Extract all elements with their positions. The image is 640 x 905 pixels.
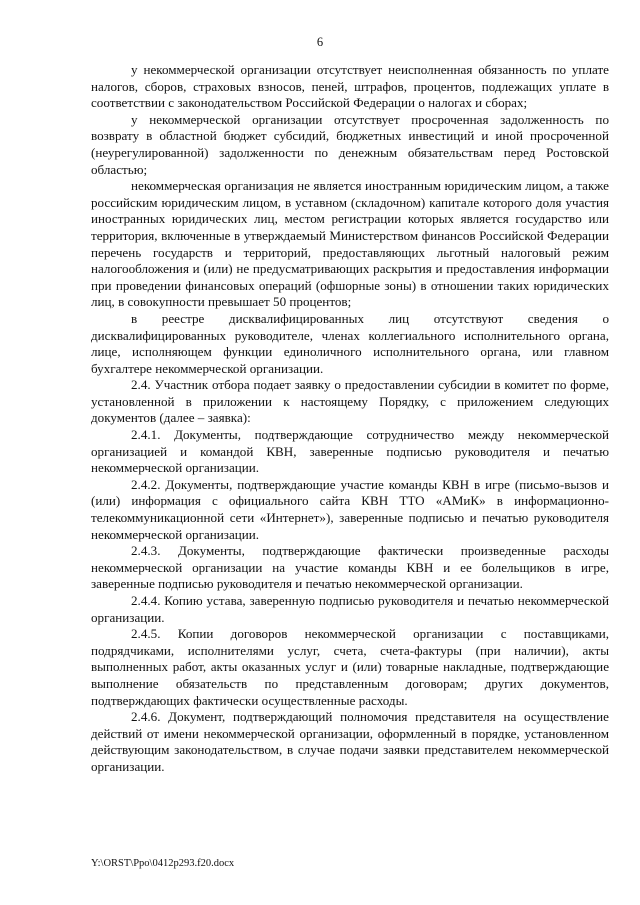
paragraph-2-4-6: 2.4.6. Документ, подтверждающий полномочия представителя на осуществление действий от имени некоммерческой организации, оформленный в порядке, установленном действующим законодательством, в случае подачи заявки представителем некоммерческой организации.: [91, 709, 609, 774]
paragraph-2-4: 2.4. Участник отбора подает заявку о предоставлении субсидии в комитет по форме, установленной в приложении к настоящему Порядку, с приложением следующих документов (далее – заявка):: [91, 377, 609, 426]
paragraph-2-4-3: 2.4.3. Документы, подтверждающие фактически произведенные расходы некоммерческой организации на участие команды КВН и ее болельщиков в игре, заверенные подписью руководителя и печатью некоммерческой организации.: [91, 543, 609, 592]
paragraph-2-4-4: 2.4.4. Копию устава, заверенную подписью руководителя и печатью некоммерческой организации.: [91, 593, 609, 625]
paragraph-2-4-1: 2.4.1. Документы, подтверждающие сотрудничество между некоммерческой организацией и командой КВН, заверенные подписью руководителя и печатью некоммерческой организации.: [91, 427, 609, 476]
page-number: 6: [316, 35, 324, 49]
file-path-footer: Y:\ORST\Ppo\0412p293.f20.docx: [91, 858, 235, 869]
paragraph-2-4-2: 2.4.2. Документы, подтверждающие участие команды КВН в игре (письмо-вызов и (или) информация с официального сайта КВН ТТО «АМиК» в информационно-телекоммуникационной сети «Интернет»), заверенные подписью и печатью руководителя некоммерческой организации.: [91, 476, 609, 542]
paragraph-disqualified-register: в реестре дисквалифицированных лиц отсутствуют сведения о дисквалифицированных руководителе, членах коллегиального исполнительного органа, лице, исполняющем функции единоличного исполнительного органа, или главном бухгалтере некоммерческой организации.: [91, 310, 609, 376]
paragraph-2-4-5: 2.4.5. Копии договоров некоммерческой организации с поставщиками, подрядчиками, исполнителями услуг, счета, счета-фактуры (при наличии), акты выполненных работ, акты оказанных услуг и (или) товарные накладные, подтверждающие выполнение обязательств по представленным договорам; других документов, подтверждающих фактически осуществленные расходы.: [91, 626, 609, 708]
paragraph-tax-obligations: у некоммерческой организации отсутствует неисполненная обязанность по уплате налогов, сборов, страховых взносов, пеней, штрафов, процентов, подлежащих уплате в соответствии с законодательством Российской Федерации о налогах и сборах;: [91, 62, 609, 111]
document-body: [91, 62, 609, 776]
paragraph-foreign-entity: некоммерческая организация не является иностранным юридическим лицом, а также российским юридическим лицом, в уставном (складочном) капитале которого доля участия иностранных юридических лиц, местом регистрации которых является государство или территория, включенные в утверждаемый Министерством финансов Российской Федерации перечень государств и территорий, предоставляющих льготный налоговый режим налогообложения и (или) не предусматривающих раскрытия и предоставления информации при проведении финансовых операций (офшорные зоны) в отношении таких юридических лиц, в совокупности превышает 50 процентов;: [91, 178, 609, 310]
paragraph-overdue-debt: у некоммерческой организации отсутствует просроченная задолженность по возврату в областной бюджет субсидий, бюджетных инвестиций и иной просроченной (неурегулированной) задолженности по денежным обязательствам перед Ростовской областью;: [91, 111, 609, 177]
